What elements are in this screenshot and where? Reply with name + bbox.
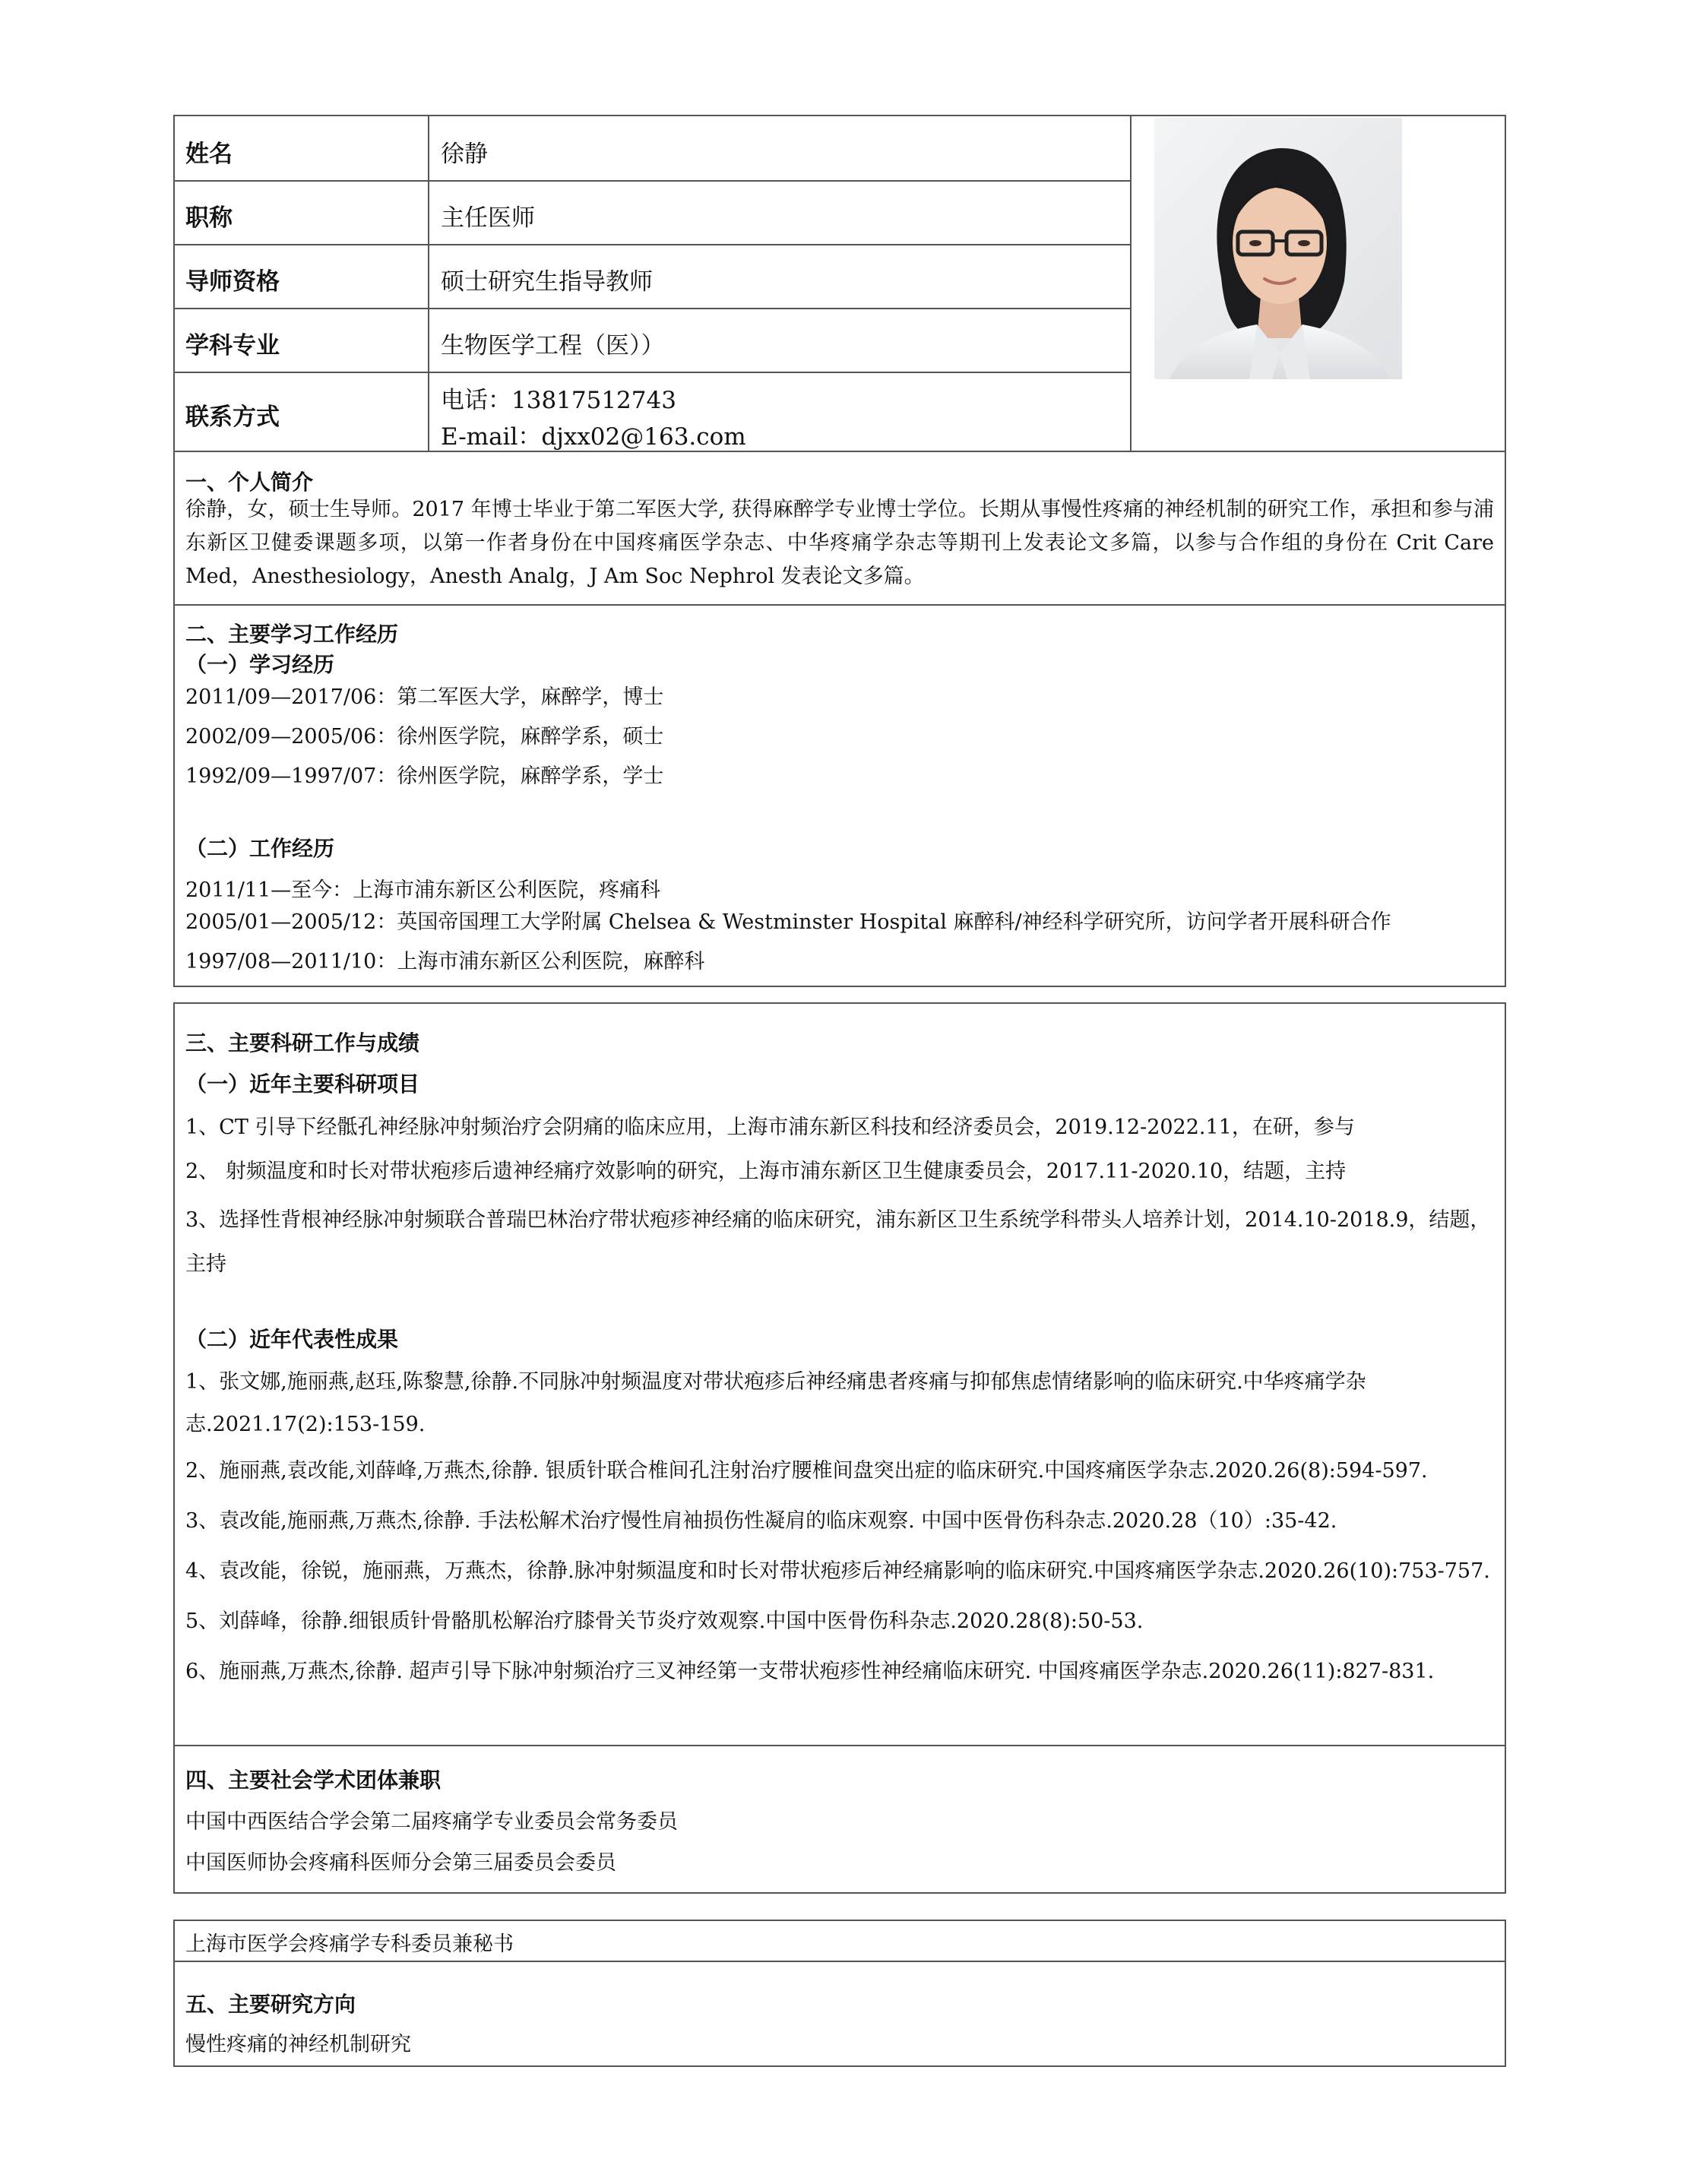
portrait-photo <box>1154 118 1402 379</box>
work-item: 2005/01—2005/12：英国帝国理工大学附属 Chelsea & Westminster Hospital 麻醉科/神经科学研究所，访问学者开展科研合作 <box>185 910 1391 934</box>
email-value: E-mail：djxx02@163.com <box>441 423 746 451</box>
section-divider <box>175 1745 1505 1746</box>
work-heading: （二）工作经历 <box>185 836 335 861</box>
table-divider <box>428 116 429 451</box>
result-item: 6、施丽燕,万燕杰,徐静. 超声引导下脉冲射频治疗三叉神经第一支带状疱疹性神经痛临床研究. 中国疼痛医学杂志.2020.26(11):827-831. <box>185 1660 1435 1683</box>
table-divider <box>175 180 1132 182</box>
table-divider <box>175 308 1132 309</box>
result-item: 4、袁改能，徐锐，施丽燕，万燕杰，徐静.脉冲射频温度和时长对带状疱疹后神经痛影响的临床研究.中国疼痛医学杂志.2020.26(10):753-757. <box>185 1559 1490 1583</box>
result-item: 5、刘薛峰，徐静.细银质针骨骼肌松解治疗膝骨关节炎疗效观察.中国中医骨伤科杂志.2020.28(8):50-53. <box>185 1610 1144 1633</box>
project-item: 1、CT 引导下经骶孔神经脉冲射频治疗会阴痛的临床应用，上海市浦东新区科技和经济委员会，2019.12-2022.11，在研，参与 <box>185 1116 1355 1139</box>
experience-heading: 二、主要学习工作经历 <box>185 622 399 647</box>
direction-text: 慢性疼痛的神经机制研究 <box>185 2033 411 2056</box>
supervisor-label: 导师资格 <box>185 268 280 296</box>
bio-heading: 一、个人简介 <box>185 470 314 495</box>
discipline-value: 生物医学工程（医）） <box>441 332 665 359</box>
profile-box <box>173 115 1506 987</box>
table-divider <box>175 604 1505 606</box>
table-divider <box>175 244 1132 245</box>
result-item: 3、袁改能,施丽燕,万燕杰,徐静. 手法松解术治疗慢性肩袖损伤性凝肩的临床观察. 中国中医骨伤科杂志.2020.28（10）:35-42. <box>185 1509 1337 1533</box>
supervisor-value: 硕士研究生指导教师 <box>441 268 653 296</box>
bio-text: 徐静，女，硕士生导师。2017 年博士毕业于第二军医大学, 获得麻醉学专业博士学位。长期从事慢性疼痛的神经机制的研究工作，承担和参与浦东新区卫健委课题多项，以第一作者身份在中国疼痛医学杂志、中华疼痛学杂志等期刊上发表论文多篇，以参与合作组的身份在 Crit Care Med，Anesthesiology，Anesth Analg，J Am Soc Nephrol 发表论文多篇。 <box>185 498 1494 588</box>
society-item: 中国医师协会疼痛科医师分会第三届委员会委员 <box>185 1851 616 1875</box>
study-heading: （一）学习经历 <box>185 652 335 677</box>
research-box <box>173 1002 1506 1894</box>
title-value: 主任医师 <box>441 204 535 232</box>
phone-value: 电话：13817512743 <box>441 387 676 414</box>
society-item: 中国中西医结合学会第二届疼痛学专业委员会常务委员 <box>185 1810 678 1834</box>
name-label: 姓名 <box>185 141 233 168</box>
result-item: 1、张文娜,施丽燕,赵珏,陈黎慧,徐静.不同脉冲射频温度对带状疱疹后神经痛患者疼痛与抑郁焦虑情绪影响的临床研究.中华疼痛学杂志.2021.17(2):153-159. <box>185 1370 1366 1436</box>
study-item: 1992/09—1997/07：徐州医学院，麻醉学系，学士 <box>185 764 664 788</box>
study-item: 2002/09—2005/06：徐州医学院，麻醉学系，硕士 <box>185 725 664 749</box>
table-divider <box>1130 116 1132 451</box>
work-item: 2011/11—至今：上海市浦东新区公利医院，疼痛科 <box>185 878 661 902</box>
research-heading: 三、主要科研工作与成绩 <box>185 1030 420 1056</box>
direction-box <box>173 1920 1506 2067</box>
table-divider <box>175 451 1505 452</box>
projects-heading: （一）近年主要科研项目 <box>185 1071 420 1097</box>
table-divider <box>175 372 1132 373</box>
contact-label: 联系方式 <box>185 404 280 431</box>
study-item: 2011/09—2017/06：第二军医大学，麻醉学，博士 <box>185 685 664 709</box>
discipline-label: 学科专业 <box>185 332 280 359</box>
work-item: 1997/08—2011/10：上海市浦东新区公利医院，麻醉科 <box>185 950 705 973</box>
direction-heading: 五、主要研究方向 <box>185 1992 356 2017</box>
society-item: 上海市医学会疼痛学专科委员兼秘书 <box>185 1932 514 1956</box>
results-heading: （二）近年代表性成果 <box>185 1327 399 1352</box>
project-item: 2、 射频温度和时长对带状疱疹后遗神经痛疗效影响的研究，上海市浦东新区卫生健康委员会，2017.11-2020.10，结题，主持 <box>185 1160 1347 1183</box>
societies-heading: 四、主要社会学术团体兼职 <box>185 1768 442 1793</box>
result-item: 2、施丽燕,袁改能,刘薛峰,万燕杰,徐静. 银质针联合椎间孔注射治疗腰椎间盘突出症的临床研究.中国疼痛医学杂志.2020.26(8):594-597. <box>185 1459 1428 1483</box>
section-divider <box>175 1961 1505 1962</box>
name-value: 徐静 <box>441 141 488 168</box>
title-label: 职称 <box>185 204 233 232</box>
project-item: 3、选择性背根神经脉冲射频联合普瑞巴林治疗带状疱疹神经痛的临床研究，浦东新区卫生系统学科带头人培养计划，2014.10-2018.9，结题，主持 <box>185 1208 1491 1276</box>
